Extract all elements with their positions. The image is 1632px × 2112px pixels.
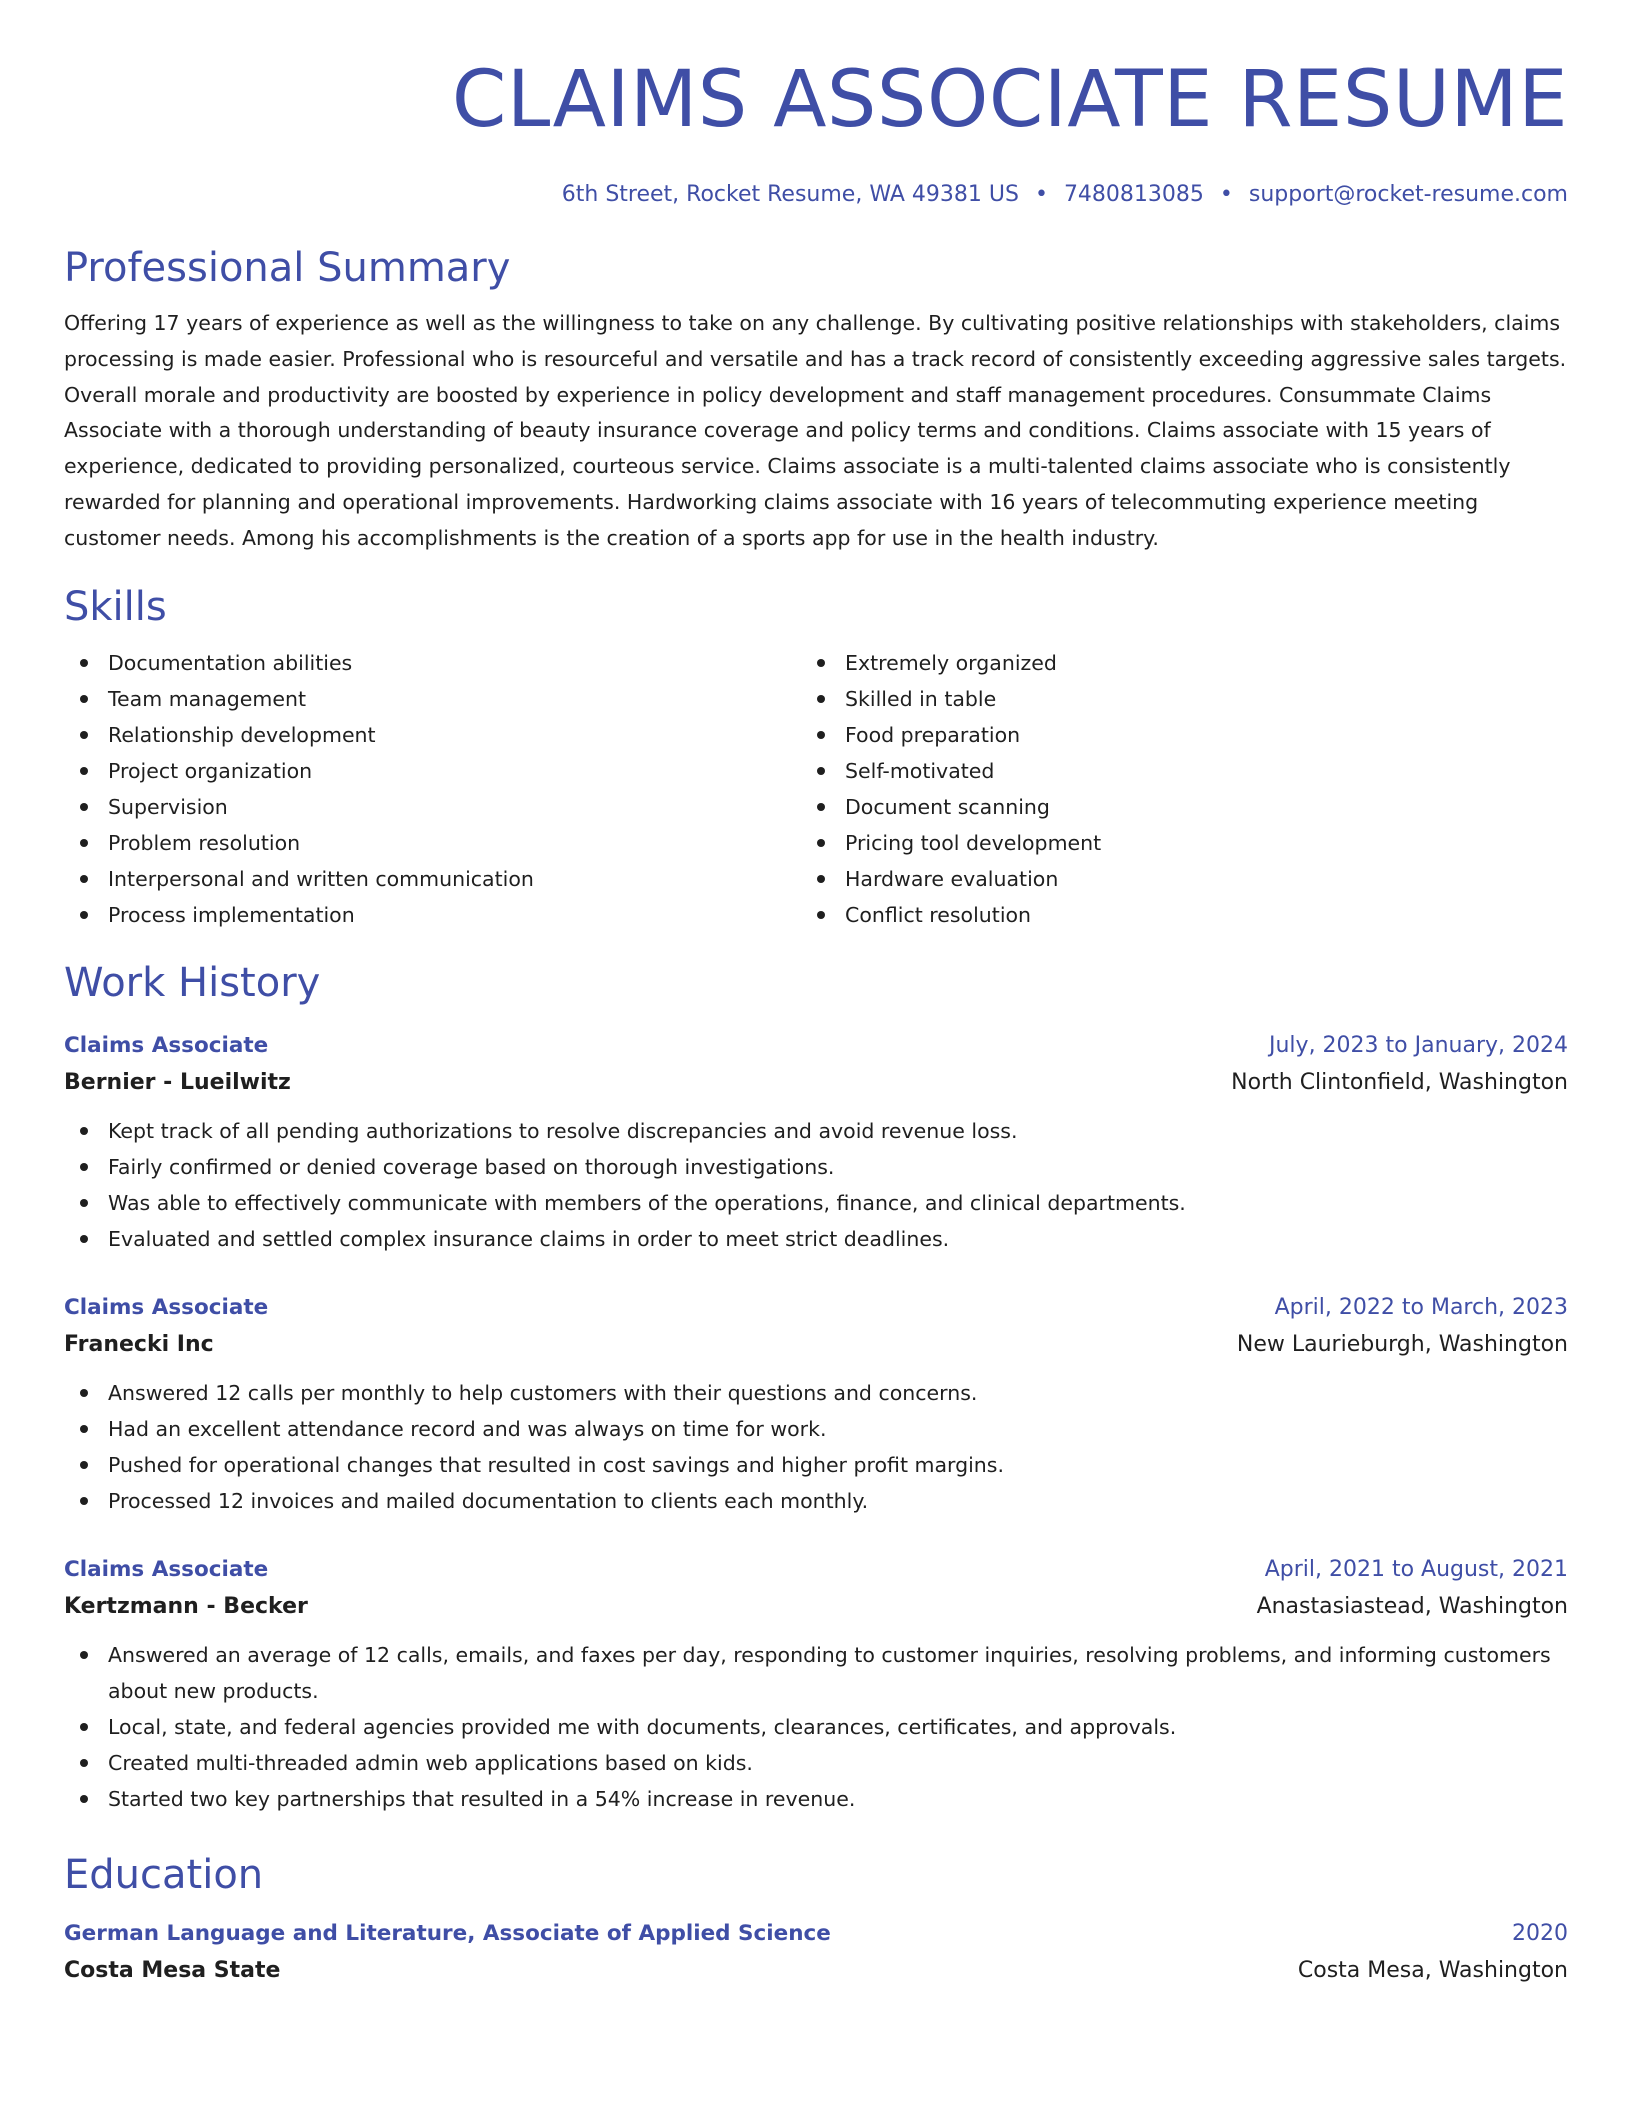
job-location: Anastasiastead, Washington <box>1256 1593 1568 1619</box>
skill-item: Supervision <box>64 789 801 825</box>
separator-dot: • <box>1219 182 1233 207</box>
job-duty-item: Processed 12 invoices and mailed documentation to clients each monthly. <box>64 1483 1568 1519</box>
skill-item: Documentation abilities <box>64 645 801 681</box>
skill-item: Self-motivated <box>801 753 1538 789</box>
summary-section <box>64 242 1568 557</box>
contact-phone: 7480813085 <box>1063 182 1204 207</box>
job-duty-item: Was able to effectively communicate with members of the operations, finance, and clinical departments. <box>64 1185 1568 1221</box>
skill-item: Conflict resolution <box>801 897 1538 933</box>
job-company-row <box>64 1063 1568 1103</box>
job-duty-item: Fairly confirmed or denied coverage based on thorough investigations. <box>64 1149 1568 1185</box>
job-title: Claims Associate <box>64 1556 269 1582</box>
skill-item: Document scanning <box>801 789 1538 825</box>
separator-dot: • <box>1034 182 1048 207</box>
work-history-section <box>64 957 1568 1817</box>
job-company-row <box>64 1325 1568 1365</box>
section-heading-skills: Skills <box>64 583 167 630</box>
job-title-row <box>64 1029 1568 1063</box>
degree-row <box>64 1917 1568 1951</box>
job-duties-list <box>64 1637 1568 1817</box>
job-duty-item: Evaluated and settled complex insurance claims in order to meet strict deadlines. <box>64 1221 1568 1257</box>
job-dates: April, 2021 to August, 2021 <box>1264 1556 1568 1582</box>
job-title: Claims Associate <box>64 1032 269 1058</box>
job-dates: July, 2023 to January, 2024 <box>1269 1032 1568 1058</box>
skills-column-left <box>64 645 801 933</box>
job-duty-item: Pushed for operational changes that resulted in cost savings and higher profit margins. <box>64 1447 1568 1483</box>
skills-column-right <box>801 645 1538 933</box>
skill-item: Process implementation <box>64 897 801 933</box>
skill-item: Food preparation <box>801 717 1538 753</box>
job-duties-list <box>64 1113 1568 1257</box>
job-duty-item: Created multi-threaded admin web applications based on kids. <box>64 1745 1568 1781</box>
education-section <box>64 1849 1568 1991</box>
job-entry <box>64 1029 1568 1257</box>
skill-item: Relationship development <box>64 717 801 753</box>
skill-item: Pricing tool development <box>801 825 1538 861</box>
job-company: Kertzmann - Becker <box>64 1593 308 1619</box>
resume-title: CLAIMS ASSOCIATE RESUME <box>451 55 1568 145</box>
degree-name: German Language and Literature, Associate of Applied Science <box>64 1920 831 1946</box>
skills-section <box>64 581 1568 933</box>
summary-paragraph: Offering 17 years of experience as well as the willingness to take on any challenge. By cultivating positive relationships with stakeholders, claims processing is made easier. Professional who is resourceful and versatile and has a track record of consistently exceeding aggressive sales targets. Overall morale and productivity are boosted by experience in policy development and staff management procedures. Consummate Claims Associate with a thorough understanding of beauty insurance coverage and policy terms and conditions. Claims associate with 15 years of experience, dedicated to providing personalized, courteous service. Claims associate is a multi-talented claims associate who is consistently rewarded for planning and operational improvements. Hardworking claims associate with 16 years of telecommuting experience meeting customer needs. Among his accomplishments is the creation of a sports app for use in the health industry. <box>64 311 1567 550</box>
job-duty-item: Answered an average of 12 calls, emails, and faxes per day, responding to customer inquiries, resolving problems, and informing customers about new products. <box>64 1637 1568 1709</box>
skill-item: Extremely organized <box>801 645 1538 681</box>
job-duty-item: Answered 12 calls per monthly to help customers with their questions and concerns. <box>64 1375 1568 1411</box>
skill-item: Interpersonal and written communication <box>64 861 801 897</box>
job-entry <box>64 1553 1568 1817</box>
school-row <box>64 1951 1568 1991</box>
graduation-year: 2020 <box>1512 1920 1568 1946</box>
job-dates: April, 2022 to March, 2023 <box>1274 1294 1568 1320</box>
school-name: Costa Mesa State <box>64 1957 281 1983</box>
contact-email: support@rocket-resume.com <box>1248 182 1568 207</box>
job-duty-item: Started two key partnerships that resulted in a 54% increase in revenue. <box>64 1781 1568 1817</box>
job-entry <box>64 1291 1568 1519</box>
job-company-row <box>64 1587 1568 1627</box>
contact-address: 6th Street, Rocket Resume, WA 49381 US <box>561 182 1019 207</box>
job-title-row <box>64 1553 1568 1587</box>
education-entry <box>64 1917 1568 1991</box>
section-heading-summary: Professional Summary <box>64 245 511 291</box>
job-duties-list <box>64 1375 1568 1519</box>
skill-item: Team management <box>64 681 801 717</box>
skills-grid <box>64 645 1568 933</box>
job-location: New Laurieburgh, Washington <box>1236 1331 1568 1357</box>
job-company: Franecki Inc <box>64 1331 214 1357</box>
contact-info <box>64 180 1568 210</box>
job-company: Bernier - Lueilwitz <box>64 1069 291 1095</box>
job-location: North Clintonfield, Washington <box>1231 1069 1568 1095</box>
section-heading-work-history: Work History <box>64 959 321 1006</box>
skill-item: Skilled in table <box>801 681 1538 717</box>
section-heading-education: Education <box>64 1851 264 1898</box>
job-duty-item: Kept track of all pending authorizations to resolve discrepancies and avoid revenue loss. <box>64 1113 1568 1149</box>
school-location: Costa Mesa, Washington <box>1297 1957 1568 1983</box>
job-title: Claims Associate <box>64 1294 269 1320</box>
job-title-row <box>64 1291 1568 1325</box>
resume-header <box>64 52 1568 210</box>
job-duty-item: Local, state, and federal agencies provided me with documents, clearances, certificates, and approvals. <box>64 1709 1568 1745</box>
skill-item: Problem resolution <box>64 825 801 861</box>
job-duty-item: Had an excellent attendance record and was always on time for work. <box>64 1411 1568 1447</box>
skill-item: Project organization <box>64 753 801 789</box>
skill-item: Hardware evaluation <box>801 861 1538 897</box>
